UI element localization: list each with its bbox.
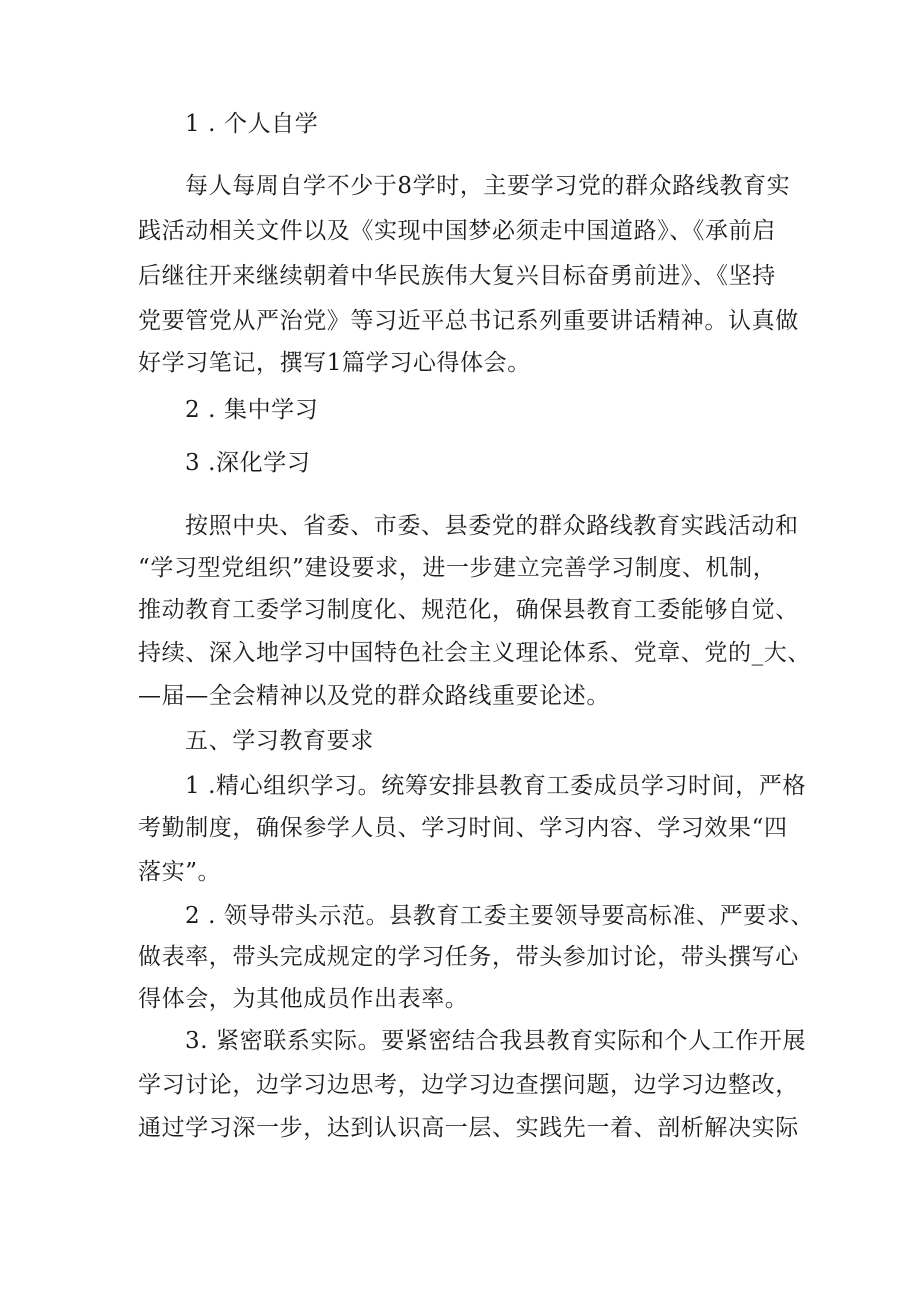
paragraph-line: 3. 紧密联系实际。要紧密结合我县教育实际和个人工作开展 (185, 1028, 807, 1054)
heading-group-study: 2 . 集中学习 (185, 397, 319, 423)
paragraph-line: 1 .精心组织学习。统筹安排县教育工委成员学习时间，严格 (185, 773, 807, 799)
paragraph-line: “学习型党组织”建设要求，进一步建立完善学习制度、机制， (138, 555, 777, 581)
paragraph-line: 好学习笔记，撰写1篇学习心得体会。 (138, 350, 531, 376)
heading-personal-study: 1 . 个人自学 (185, 111, 319, 137)
paragraph-line: 按照中央、省委、市委、县委党的群众路线教育实践活动和 (185, 513, 799, 539)
paragraph-line: 2 . 领导带头示范。县教育工委主要领导要高标准、严要求、 (185, 903, 814, 929)
paragraph-line: —届—全会精神以及党的群众路线重要论述。 (138, 683, 610, 709)
paragraph-line: 通过学习深一步，达到认识高一层、实践先一着、剖析解决实际 (138, 1115, 799, 1141)
paragraph-line: 学习讨论，边学习边思考，边学习边查摆问题，边学习边整改， (138, 1072, 799, 1098)
paragraph-line: 得体会，为其他成员作出表率。 (138, 986, 469, 1012)
heading-deepen-study: 3 .深化学习 (185, 450, 311, 476)
paragraph-line: 践活动相关文件以及《实现中国梦必须走中国道路》、《承前启 (138, 218, 776, 244)
paragraph-line: 做表率，带头完成规定的学习任务，带头参加讨论，带头撰写心 (138, 944, 799, 970)
paragraph-line: 党要管党从严治党》等习近平总书记系列重要讲话精神。认真做 (138, 308, 799, 334)
paragraph-line: 落实”。 (138, 859, 222, 885)
section-heading-requirements: 五、学习教育要求 (185, 728, 374, 754)
paragraph-line: 考勤制度，确保参学人员、学习时间、学习内容、学习效果“四 (138, 815, 788, 841)
paragraph-line: 每人每周自学不少于8学时，主要学习党的群众路线教育实 (185, 173, 791, 199)
paragraph-line: 推动教育工委学习制度化、规范化，确保县教育工委能够自觉、 (138, 597, 799, 623)
paragraph-line: 持续、深入地学习中国特色社会主义理论体系、党章、党的_大、 (138, 640, 811, 666)
paragraph-line: 后继往开来继续朝着中华民族伟大复兴目标奋勇前进》、《坚持 (138, 263, 776, 289)
